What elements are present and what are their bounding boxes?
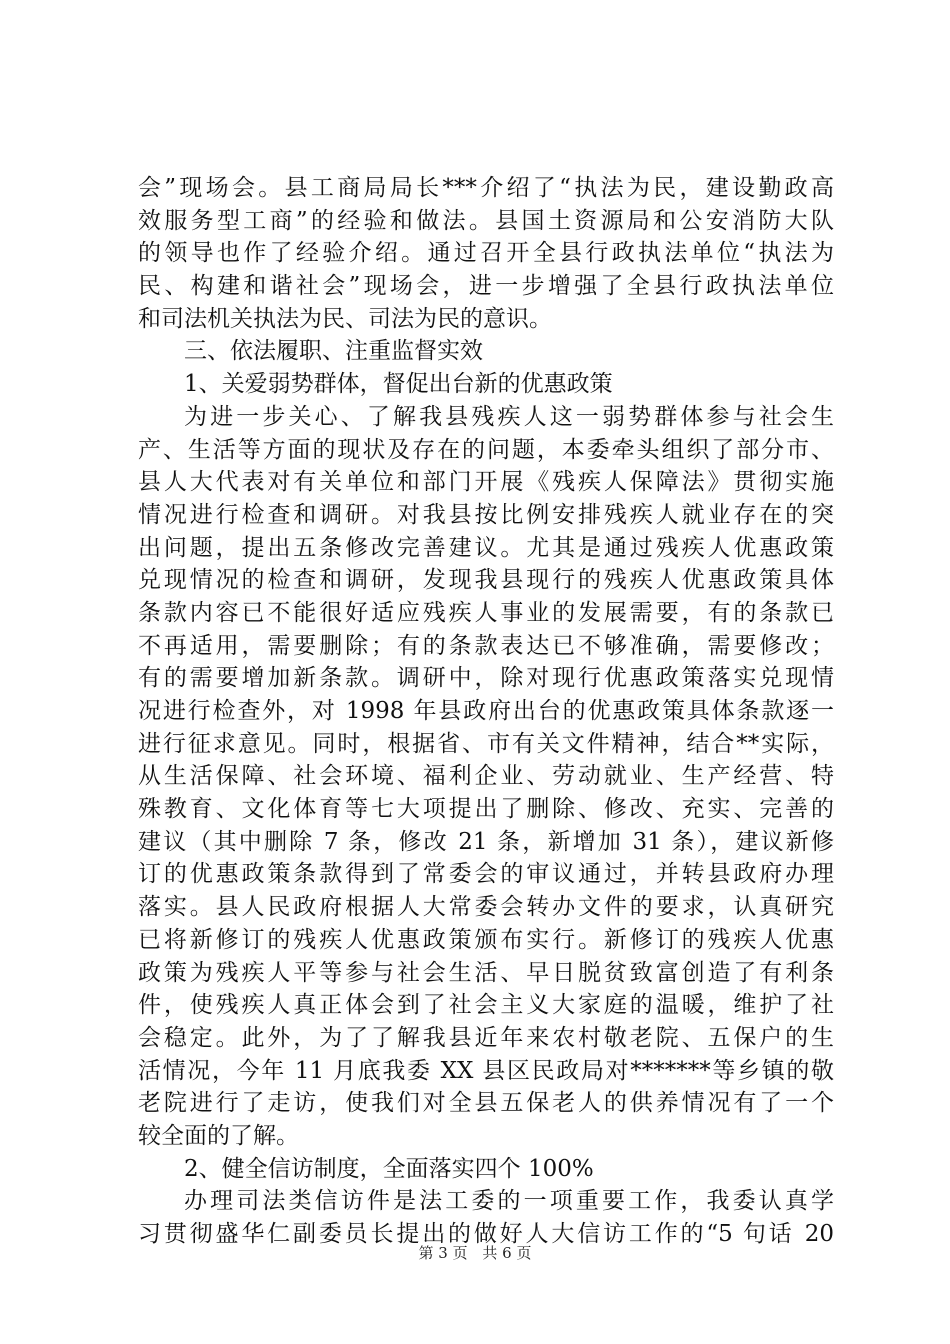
text-line: 有的需要增加新条款。调研中，除对现行优惠政策落实兑现情: [138, 665, 834, 692]
text-line: 老院进行了走访，使我们对全县五保老人的供养情况有了一个: [138, 1090, 834, 1117]
text-line: 条款内容已不能很好适应残疾人事业的发展需要，有的条款已: [138, 599, 834, 626]
text-line: 产、生活等方面的现状及存在的问题，本委牵头组织了部分市、: [138, 436, 834, 463]
text-line: 进行征求意见。同时，根据省、市有关文件精神，结合**实际，: [138, 730, 834, 757]
text-line: 为进一步关心、了解我县残疾人这一弱势群体参与社会生: [184, 403, 834, 430]
text-line: 不再适用，需要删除；有的条款表达已不够准确，需要修改；: [138, 632, 834, 659]
text-line: 建议（其中删除 7 条，修改 21 条，新增加 31 条），建议新修: [138, 828, 834, 855]
text-line: 民、构建和谐社会”现场会，进一步增强了全县行政执法单位: [138, 273, 834, 300]
page-total: 共 6 页: [482, 1244, 532, 1262]
text-line: 情况进行检查和调研。对我县按比例安排残疾人就业存在的突: [138, 501, 834, 528]
text-line: 出问题，提出五条修改完善建议。尤其是通过残疾人优惠政策: [138, 534, 834, 561]
text-line: 办理司法类信访件是法工委的一项重要工作，我委认真学: [184, 1188, 834, 1215]
text-line: 的领导也作了经验介绍。通过召开全县行政执法单位“执法为: [138, 240, 834, 267]
text-line: 三、依法履职、注重监督实效: [184, 338, 483, 365]
text-line: 1、关爱弱势群体，督促出台新的优惠政策: [184, 371, 613, 398]
text-line: 县人大代表对有关单位和部门开展《残疾人保障法》贯彻实施: [138, 469, 834, 496]
text-line: 习贯彻盛华仁副委员长提出的做好人大信访工作的“5 句话 20: [138, 1221, 834, 1247]
text-line: 效服务型工商”的经验和做法。县国土资源局和公安消防大队: [138, 207, 834, 234]
text-line: 2、健全信访制度，全面落实四个 100%: [184, 1155, 594, 1182]
page-footer: [0, 1242, 950, 1263]
text-line: 落实。县人民政府根据人大常委会转办文件的要求，认真研究: [138, 894, 834, 921]
text-line: 已将新修订的残疾人优惠政策颁布实行。新修订的残疾人优惠: [138, 926, 834, 953]
text-line: 殊教育、文化体育等七大项提出了删除、修改、充实、完善的: [138, 796, 834, 823]
text-line: 兑现情况的检查和调研，发现我县现行的残疾人优惠政策具体: [138, 567, 834, 594]
text-line: 订的优惠政策条款得到了常委会的审议通过，并转县政府办理: [138, 861, 834, 888]
text-line: 和司法机关执法为民、司法为民的意识。: [138, 305, 552, 332]
text-line: 从生活保障、社会环境、福利企业、劳动就业、生产经营、特: [138, 763, 834, 790]
text-line: 况进行检查外，对 1998 年县政府出台的优惠政策具体条款逐一: [138, 698, 834, 724]
text-line: 较全面的了解。: [138, 1122, 299, 1149]
text-line: 会稳定。此外，为了了解我县近年来农村敬老院、五保户的生: [138, 1024, 834, 1051]
page-number: 第 3 页: [418, 1244, 468, 1262]
document-body: [138, 172, 834, 1251]
text-line: 政策为残疾人平等参与社会生活、早日脱贫致富创造了有利条: [138, 959, 834, 986]
text-line: 活情况，今年 11 月底我委 XX 县区民政局对*******等乡镇的敬: [138, 1057, 834, 1084]
text-line: 件，使残疾人真正体会到了社会主义大家庭的温暖，维护了社: [138, 992, 834, 1019]
text-line: 会”现场会。县工商局局长***介绍了“执法为民，建设勤政高: [138, 175, 834, 201]
